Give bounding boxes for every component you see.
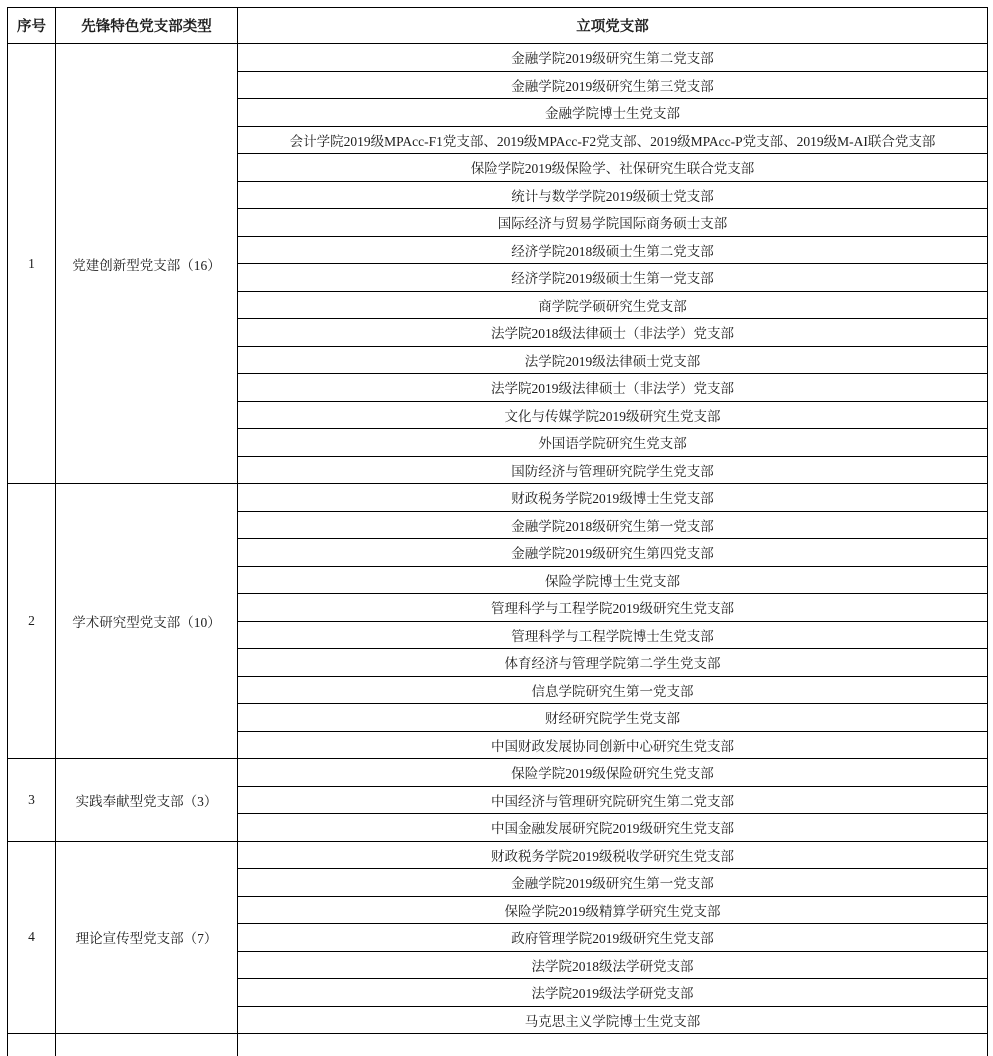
branch-cell: 财政税务学院2019级博士生党支部: [238, 484, 988, 512]
branch-cell: 外国语学院研究生党支部: [238, 429, 988, 457]
branch-cell: 经济学院2018级硕士生第二党支部: [238, 236, 988, 264]
branch-cell: 体育经济与管理学院第二学生党支部: [238, 649, 988, 677]
group-type-cell: 理论宣传型党支部（7）: [56, 841, 238, 1034]
branch-cell: 金融学院2019级研究生第二党支部: [238, 44, 988, 72]
branch-cell: 金融学院2019级研究生第四党支部: [238, 539, 988, 567]
branch-cell: 商学院学硕研究生党支部: [238, 291, 988, 319]
group-type-cell: 学术研究型党支部（10）: [56, 484, 238, 759]
empty-cell: [8, 1034, 56, 1056]
branch-cell: 国防经济与管理研究院学生党支部: [238, 456, 988, 484]
branch-cell: 金融学院2019级研究生第一党支部: [238, 869, 988, 897]
branch-cell: 政府管理学院2019级研究生党支部: [238, 924, 988, 952]
branch-cell: 法学院2019级法学研党支部: [238, 979, 988, 1007]
branch-cell: 保险学院2019级精算学研究生党支部: [238, 896, 988, 924]
branch-cell: 保险学院2019级保险学、社保研究生联合党支部: [238, 154, 988, 182]
branch-cell: 法学院2018级法律硕士（非法学）党支部: [238, 319, 988, 347]
column-header-type: 先锋特色党支部类型: [56, 8, 238, 44]
table-row: [8, 759, 988, 787]
column-header-branch: 立项党支部: [238, 8, 988, 44]
branch-cell: 财经研究院学生党支部: [238, 704, 988, 732]
table-row: [8, 484, 988, 512]
group-type-cell: 实践奉献型党支部（3）: [56, 759, 238, 842]
branch-cell: 中国经济与管理研究院研究生第二党支部: [238, 786, 988, 814]
empty-cell: [238, 1034, 988, 1056]
branch-cell: 会计学院2019级MPAcc-F1党支部、2019级MPAcc-F2党支部、2019级MPAcc-P党支部、2019级M-AI联合党支部: [238, 126, 988, 154]
table-row: [8, 44, 988, 72]
branch-cell: 文化与传媒学院2019级研究生党支部: [238, 401, 988, 429]
branch-cell: 金融学院2018级研究生第一党支部: [238, 511, 988, 539]
branch-cell: 保险学院博士生党支部: [238, 566, 988, 594]
branch-cell: 信息学院研究生第一党支部: [238, 676, 988, 704]
branch-cell: 中国财政发展协同创新中心研究生党支部: [238, 731, 988, 759]
branch-cell: 法学院2018级法学研党支部: [238, 951, 988, 979]
party-branch-table: [7, 7, 988, 1056]
group-index-cell: 2: [8, 484, 56, 759]
branch-cell: 管理科学与工程学院2019级研究生党支部: [238, 594, 988, 622]
branch-cell: 国际经济与贸易学院国际商务硕士支部: [238, 209, 988, 237]
branch-cell: 保险学院2019级保险研究生党支部: [238, 759, 988, 787]
branch-cell: 金融学院博士生党支部: [238, 99, 988, 127]
branch-cell: 马克思主义学院博士生党支部: [238, 1006, 988, 1034]
group-index-cell: 1: [8, 44, 56, 484]
group-index-cell: 4: [8, 841, 56, 1034]
branch-cell: 法学院2019级法律硕士（非法学）党支部: [238, 374, 988, 402]
column-header-index: 序号: [8, 8, 56, 44]
branch-cell: 统计与数学学院2019级硕士党支部: [238, 181, 988, 209]
branch-cell: 中国金融发展研究院2019级研究生党支部: [238, 814, 988, 842]
branch-cell: 法学院2019级法律硕士党支部: [238, 346, 988, 374]
partial-table-row: [8, 1034, 988, 1056]
group-type-cell: 党建创新型党支部（16）: [56, 44, 238, 484]
branch-cell: 金融学院2019级研究生第三党支部: [238, 71, 988, 99]
branch-cell: 管理科学与工程学院博士生党支部: [238, 621, 988, 649]
branch-cell: 财政税务学院2019级税收学研究生党支部: [238, 841, 988, 869]
branch-cell: 经济学院2019级硕士生第一党支部: [238, 264, 988, 292]
header-row: [8, 8, 988, 44]
table-row: [8, 841, 988, 869]
group-index-cell: 3: [8, 759, 56, 842]
empty-cell: [56, 1034, 238, 1056]
